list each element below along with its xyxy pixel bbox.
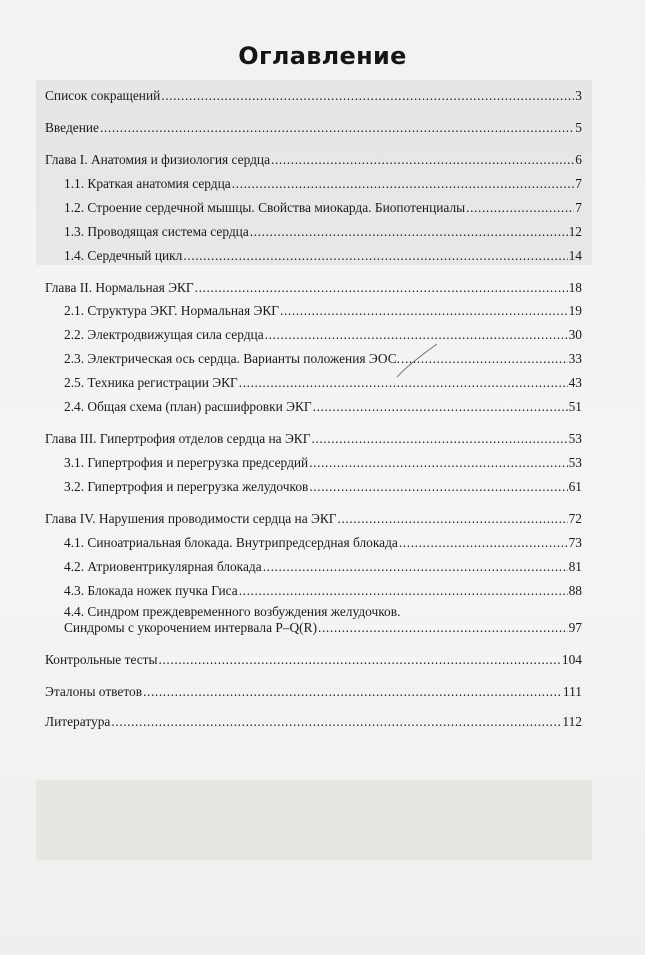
toc-entry-page: 7: [575, 176, 582, 191]
toc-leader-dots: [399, 535, 568, 551]
toc-leader-dots: [183, 248, 567, 264]
toc-entry-page: 43: [568, 375, 582, 390]
toc-leader-dots: [271, 152, 574, 168]
toc-entry-page: 12: [568, 224, 582, 239]
toc-entry-page: 72: [568, 511, 582, 526]
toc-entry: [45, 714, 582, 730]
toc-entry-page: 7: [575, 200, 582, 215]
toc-leader-dots: [143, 684, 562, 700]
toc-entry: [64, 620, 582, 636]
toc-entry-label: 4.3. Блокада ножек пучка Гиса: [64, 583, 238, 598]
toc-entry: [45, 652, 582, 668]
toc-entry-label: 1.2. Строение сердечной мышцы. Свойства миокарда. Биопотенциалы: [64, 200, 466, 215]
toc-entry-page: 61: [568, 479, 582, 494]
toc-entry-label: 1.4. Сердечный цикл: [64, 248, 183, 263]
toc-entry: [64, 176, 582, 192]
toc-entry: [45, 152, 582, 168]
toc-entry-label: 2.1. Структура ЭКГ. Нормальная ЭКГ: [64, 303, 280, 318]
toc-leader-dots: [250, 224, 568, 240]
toc-entry: [64, 375, 582, 391]
toc-entry: [64, 351, 582, 367]
toc-entry-page: 14: [568, 248, 582, 263]
toc-entry-page: 53: [568, 431, 582, 446]
toc-entry-page: 111: [562, 684, 582, 699]
toc-entry-label: Контрольные тесты: [45, 652, 158, 667]
toc-entry-page: 18: [568, 280, 582, 295]
toc-leader-dots: [159, 652, 561, 668]
toc-entry: [64, 399, 582, 415]
toc-entry: [64, 583, 582, 599]
toc-entry: [64, 248, 582, 264]
toc-entry-page: 19: [568, 303, 582, 318]
toc-leader-dots: [239, 583, 568, 599]
toc-leader-dots: [309, 479, 567, 495]
toc-leader-dots: [111, 714, 561, 730]
toc-entry-label: Глава I. Анатомия и физиология сердца: [45, 152, 271, 167]
toc-leader-dots: [263, 559, 568, 575]
toc-entry: [45, 88, 582, 104]
toc-entry-label-first-line: 4.4. Синдром преждевременного возбуждения желудочков.: [64, 604, 401, 619]
toc-entry-page: 53: [568, 455, 582, 470]
toc-entry-label: Глава III. Гипертрофия отделов сердца на ЭКГ: [45, 431, 311, 446]
toc-entry: [64, 224, 582, 240]
toc-entry-page: 30: [568, 327, 582, 342]
toc-leader-dots: [195, 280, 568, 296]
toc-leader-dots: [309, 455, 567, 471]
toc-entry: [64, 479, 582, 495]
toc-leader-dots: [466, 200, 574, 216]
toc-entry: [45, 120, 582, 136]
toc-entry: [45, 280, 582, 296]
pencil-mark-icon: [393, 340, 441, 380]
toc-entry-label: 2.4. Общая схема (план) расшифровки ЭКГ: [64, 399, 312, 414]
toc-entry: [64, 455, 582, 471]
toc-entry-page: 73: [568, 535, 582, 550]
toc-entry: [45, 684, 582, 700]
toc-entry-label: Введение: [45, 120, 99, 135]
toc-entry-label: 2.2. Электродвижущая сила сердца: [64, 327, 264, 342]
toc-entry-page: 33: [568, 351, 582, 366]
toc-entry: [64, 535, 582, 551]
toc-entry: [64, 200, 582, 216]
toc-entry-label: 4.1. Синоатриальная блокада. Внутрипредсердная блокада: [64, 535, 398, 550]
toc-entry-label: 4.2. Атриовентрикулярная блокада: [64, 559, 262, 574]
toc-entry: [64, 327, 582, 343]
toc-entry-page: 97: [568, 620, 582, 635]
toc-leader-dots: [313, 399, 568, 415]
toc-entry-label: Эталоны ответов: [45, 684, 143, 699]
toc-entry-label: Список сокращений: [45, 88, 161, 103]
toc-entry: [64, 303, 582, 319]
toc-entry-page: 51: [568, 399, 582, 414]
toc-entry-label: 1.1. Краткая анатомия сердца: [64, 176, 231, 191]
toc-leader-dots: [311, 431, 567, 447]
toc-leader-dots: [100, 120, 574, 136]
toc-entry: [64, 559, 582, 575]
toc-entry-label: 3.1. Гипертрофия и перегрузка предсердий: [64, 455, 309, 470]
toc-entry-page: 81: [568, 559, 582, 574]
toc-entry-label: Литература: [45, 714, 111, 729]
toc-entry-page: 5: [575, 120, 582, 135]
toc-entry-label: 2.5. Техника регистрации ЭКГ: [64, 375, 238, 390]
toc-entry-label: Синдромы с укорочением интервала P–Q(R): [64, 620, 318, 635]
toc-entry-label: 2.3. Электрическая ось сердца. Варианты положения ЭОС.: [64, 351, 400, 366]
toc-entry-page: 6: [575, 152, 582, 167]
toc-entry: [45, 511, 582, 527]
toc-leader-dots: [161, 88, 574, 104]
toc-entry-page: 88: [568, 583, 582, 598]
toc-entry-page: 104: [561, 652, 582, 667]
toc-leader-dots: [280, 303, 568, 319]
toc-leader-dots: [318, 620, 568, 636]
toc-entry: [45, 431, 582, 447]
toc-entry-label: 1.3. Проводящая система сердца: [64, 224, 249, 239]
page-title: Оглавление: [238, 42, 407, 70]
toc-entry-label: Глава II. Нормальная ЭКГ: [45, 280, 194, 295]
toc-entry-page: 3: [575, 88, 582, 103]
toc-leader-dots: [232, 176, 575, 192]
toc-entry-label: Глава IV. Нарушения проводимости сердца на ЭКГ: [45, 511, 337, 526]
toc-leader-dots: [338, 511, 568, 527]
toc-entry-page: 112: [562, 714, 582, 729]
toc-entry-label: 3.2. Гипертрофия и перегрузка желудочков: [64, 479, 309, 494]
